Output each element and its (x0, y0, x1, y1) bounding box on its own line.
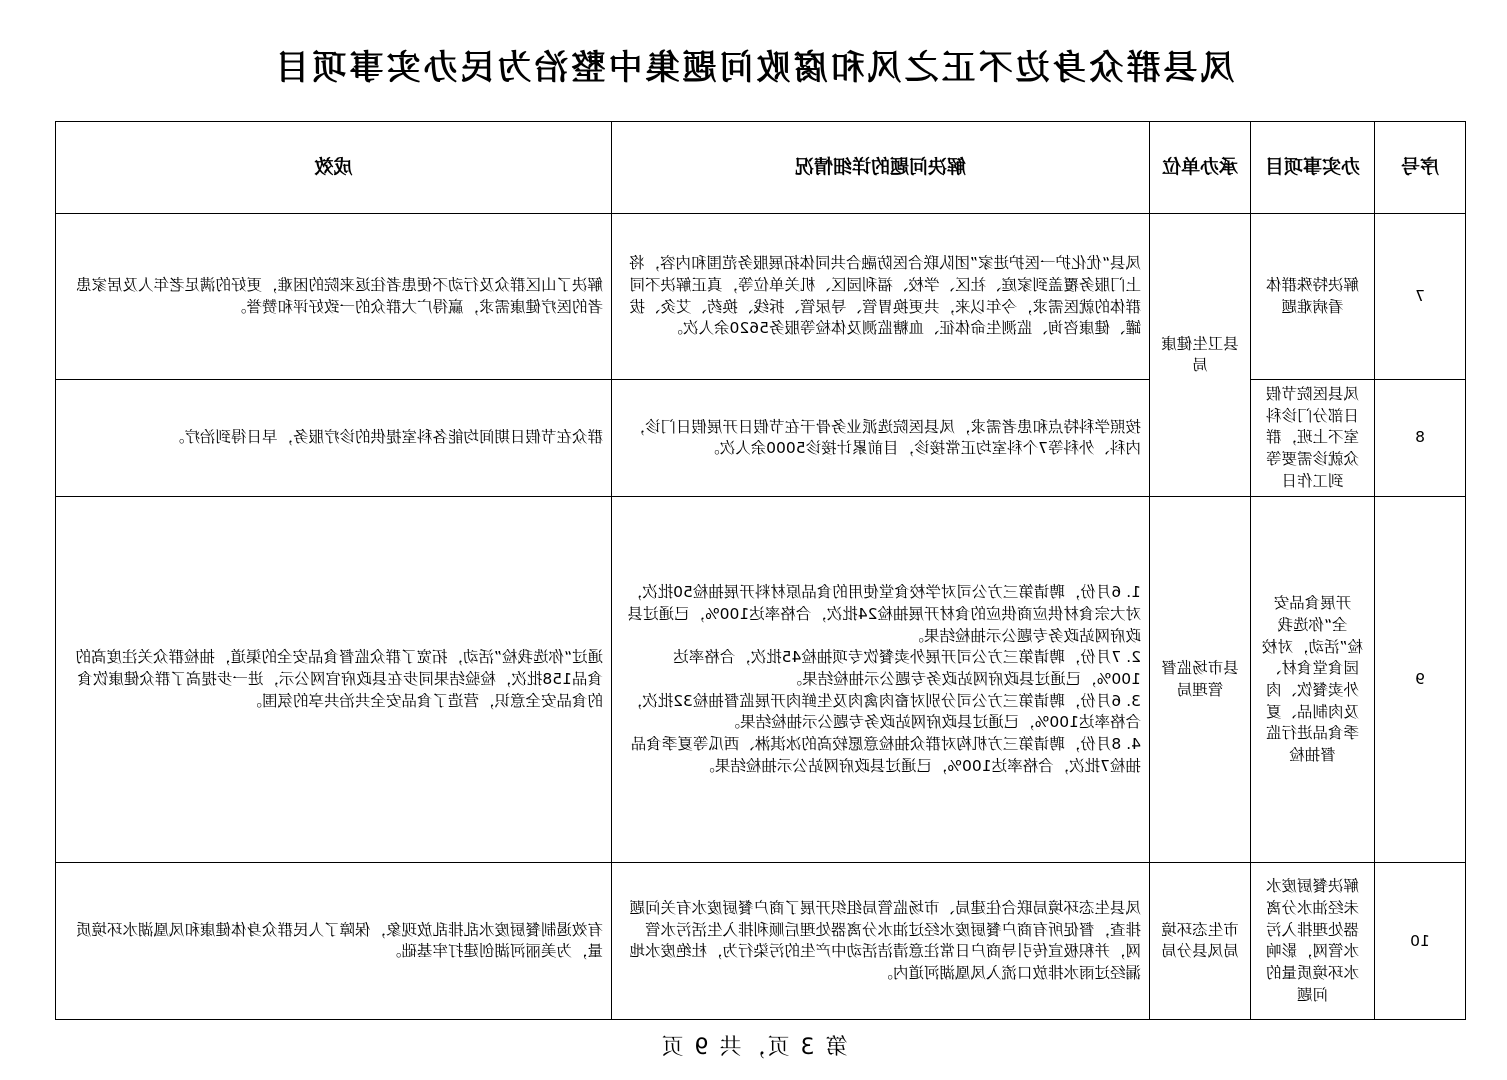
row-seq: 10 (1375, 863, 1466, 1020)
table-row (56, 214, 1466, 380)
header-result: 成效 (56, 122, 612, 214)
row-result: 群众在节假日期间均能各科室提供的诊疗服务，早日得到治疗。 (56, 380, 612, 497)
row-detail (612, 863, 1150, 1020)
row-project: 开展食品安全“你选我检”活动，对校园食堂食材、外卖餐饮、肉及肉制品、夏季食品进行监督抽检 (1251, 497, 1375, 863)
detail-paragraph: 3. 6月份，聘请第三方公司分别对畜肉禽肉及生鲜肉开展监督抽检32批次，合格率达100%，已通过县政府网站政务专题公示抽检结果。 (626, 691, 1141, 732)
header-detail: 解决问题的详细情况 (612, 122, 1150, 214)
header-dept: 承办单位 (1150, 122, 1251, 214)
page-footer: 第 3 页，共 9 页 (659, 1035, 848, 1060)
row-dept: 市生态环境局凤县分局 (1150, 863, 1251, 1020)
row-project: 解决餐厨废水未经油水分离器处理排入污水管网，影响水环境质量的问题 (1251, 863, 1375, 1020)
row-result: 通过“你选我检”活动，拓宽了群众监督食品安全的渠道，抽检群众关注度高的食品158批次，检验结果同步在县政府官网公示，进一步提高了群众健康饮食的食品安全意识，营造了食品安全共治共享的氛围。 (56, 497, 612, 863)
row-detail (612, 380, 1150, 497)
detail-paragraph: 2. 7月份，聘请第三方公司开展外卖餐饮专项抽检45批次，合格率达100%，已通过县政府网站政务专题公示抽检结果。 (673, 648, 1141, 689)
row-result: 有效遏制餐厨废水乱排乱放现象，保障了人民群众身体健康和凤凰湖水环境质量，为美丽河湖创建打牢基础。 (56, 863, 612, 1020)
detail-paragraph: 4. 8月份，聘请第三方机构对群众抽检意愿较高的冰淇淋、西瓜等夏季食品抽检7批次，合格率达100%，已通过县政府网站公示抽检结果。 (630, 735, 1141, 775)
row-seq: 7 (1375, 214, 1466, 380)
row-detail (612, 214, 1150, 380)
header-project: 办实事项目 (1251, 122, 1375, 214)
page-title: 凤县群众身边不正之风和腐败问题集中整治为民办实事项目 (272, 48, 1235, 88)
projects-table (55, 121, 1466, 1020)
row-seq: 9 (1375, 497, 1466, 863)
row-project: 凤县医院节假日部分门诊科室不上班，群众就诊需要等到工作日 (1251, 380, 1375, 497)
detail-paragraph: 凤县生态环境局联合住建局、市场监管局组织开展了商户餐厨废水有关问题排查，督促所有商户餐厨废水经过油水分离器处理后顺利排入生活污水管网，并积极宣传引导商户日常注意清洁活动中产生的污染行为，杜绝废水地漏经过雨水排放口流入凤凰湖河道内。 (629, 899, 1141, 983)
row-dept: 县卫生健康局 (1150, 214, 1251, 497)
row-dept: 县市场监督管理局 (1150, 497, 1251, 863)
detail-paragraph: 凤县“优化护一医护进家”团队联合医防融合共同体拓展服务范围和内容，将上门服务覆盖到家庭、社区、学校、福利园区、机关单位等，真正解决不同群体的就医需求，今年以来，共更换胃管、导尿管、拆线、换药、艾灸、拔罐、健康咨询、监测生命体征、血糖监测及体检等服务5620余人次。 (628, 254, 1141, 338)
detail-paragraph: 按照学科特点和患者需求，凤县医院选派业务骨干在节假日开展假日门诊，内科、外科等7个科室均正常接诊，目前累计接诊5000余人次。 (629, 417, 1141, 458)
table-header-row (56, 122, 1466, 214)
header-seq: 序号 (1375, 122, 1466, 214)
detail-paragraph: 1. 6月份，聘请第三方公司对学校食堂使用的食品原材料开展抽检50批次，对大宗食材供应商供应的食材开展抽检24批次，合格率达100%，已通过县政府网站政务专题公示抽检结果。 (626, 583, 1141, 645)
row-seq: 8 (1375, 380, 1466, 497)
table-row (56, 863, 1466, 1020)
row-result: 解决了山区群众及行动不便患者往返来院的困难，更好的满足老年人及居家患者的医疗健康需求，赢得广大群众的一致好评和赞誉。 (56, 214, 612, 380)
table-row (56, 497, 1466, 863)
table-row (56, 380, 1466, 497)
row-detail (612, 497, 1150, 863)
row-project: 解决特殊群体看病难题 (1251, 214, 1375, 380)
